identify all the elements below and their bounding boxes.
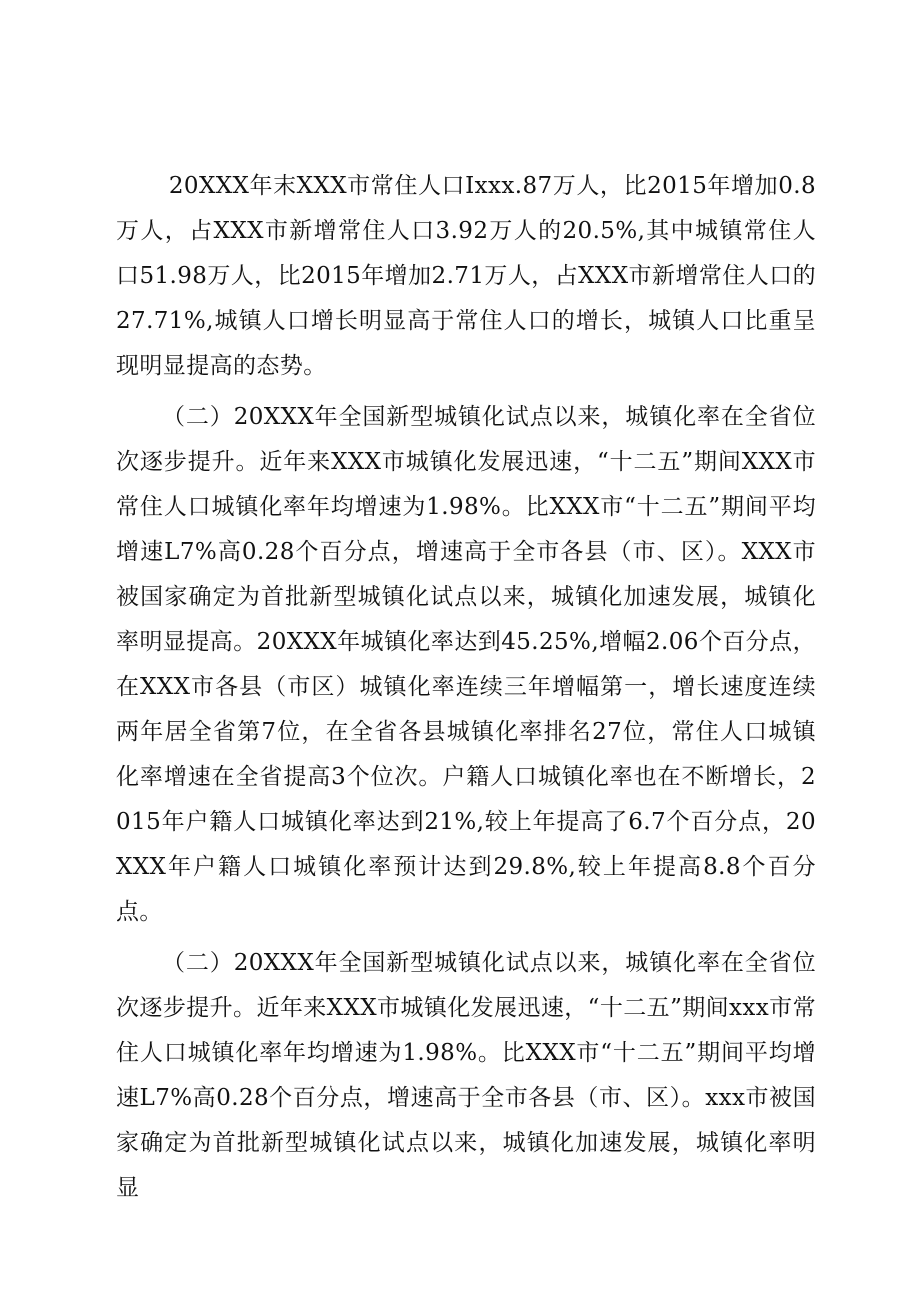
paragraph-population: 20XXX年末XXX市常住人口Ixxx.87万人，比2015年增加0.8万人，占XXX市新增常住人口3.92万人的20.5%,其中城镇常住人口51.98万人，比2015年增加2.71万人，占XXX市新增常住人口的27.71%,城镇人口增长明显高于常住人口的增长，城镇人口比重呈现明显提高的态势。 <box>116 173 816 379</box>
paragraph-urbanization-rate-repeat: （二）20XXX年全国新型城镇化试点以来，城镇化率在全省位次逐步提升。近年来XXX市城镇化发展迅速，“十二五”期间xxx市常住人口城镇化率年均增速为1.98%。比XXX市“十二五”期间平均增速L7%高0.28个百分点，增速高于全市各县（市、区）。xxx市被国家确定为首批新型城镇化试点以来，城镇化加速发展，城镇化率明显 <box>116 950 816 1201</box>
document-body <box>116 164 816 1217</box>
paragraph-urbanization-rate: （二）20XXX年全国新型城镇化试点以来，城镇化率在全省位次逐步提升。近年来XXX市城镇化发展迅速，“十二五”期间XXX市常住人口城镇化率年均增速为1.98%。比XXX市“十二五”期间平均增速L7%高0.28个百分点，增速高于全市各县（市、区）。XXX市被国家确定为首批新型城镇化试点以来，城镇化加速发展，城镇化率明显提高。20XXX年城镇化率达到45.25%,增幅2.06个百分点，在XXX市各县（市区）城镇化率连续三年增幅第一，增长速度连续两年居全省第7位，在全省各县城镇化率排名27位，常住人口城镇化率增速在全省提高3个位次。户籍人口城镇化率也在不断增长，2015年户籍人口城镇化率达到21%,较上年提高了6.7个百分点，20XXX年户籍人口城镇化率预计达到29.8%,较上年提高8.8个百分点。 <box>116 404 816 925</box>
